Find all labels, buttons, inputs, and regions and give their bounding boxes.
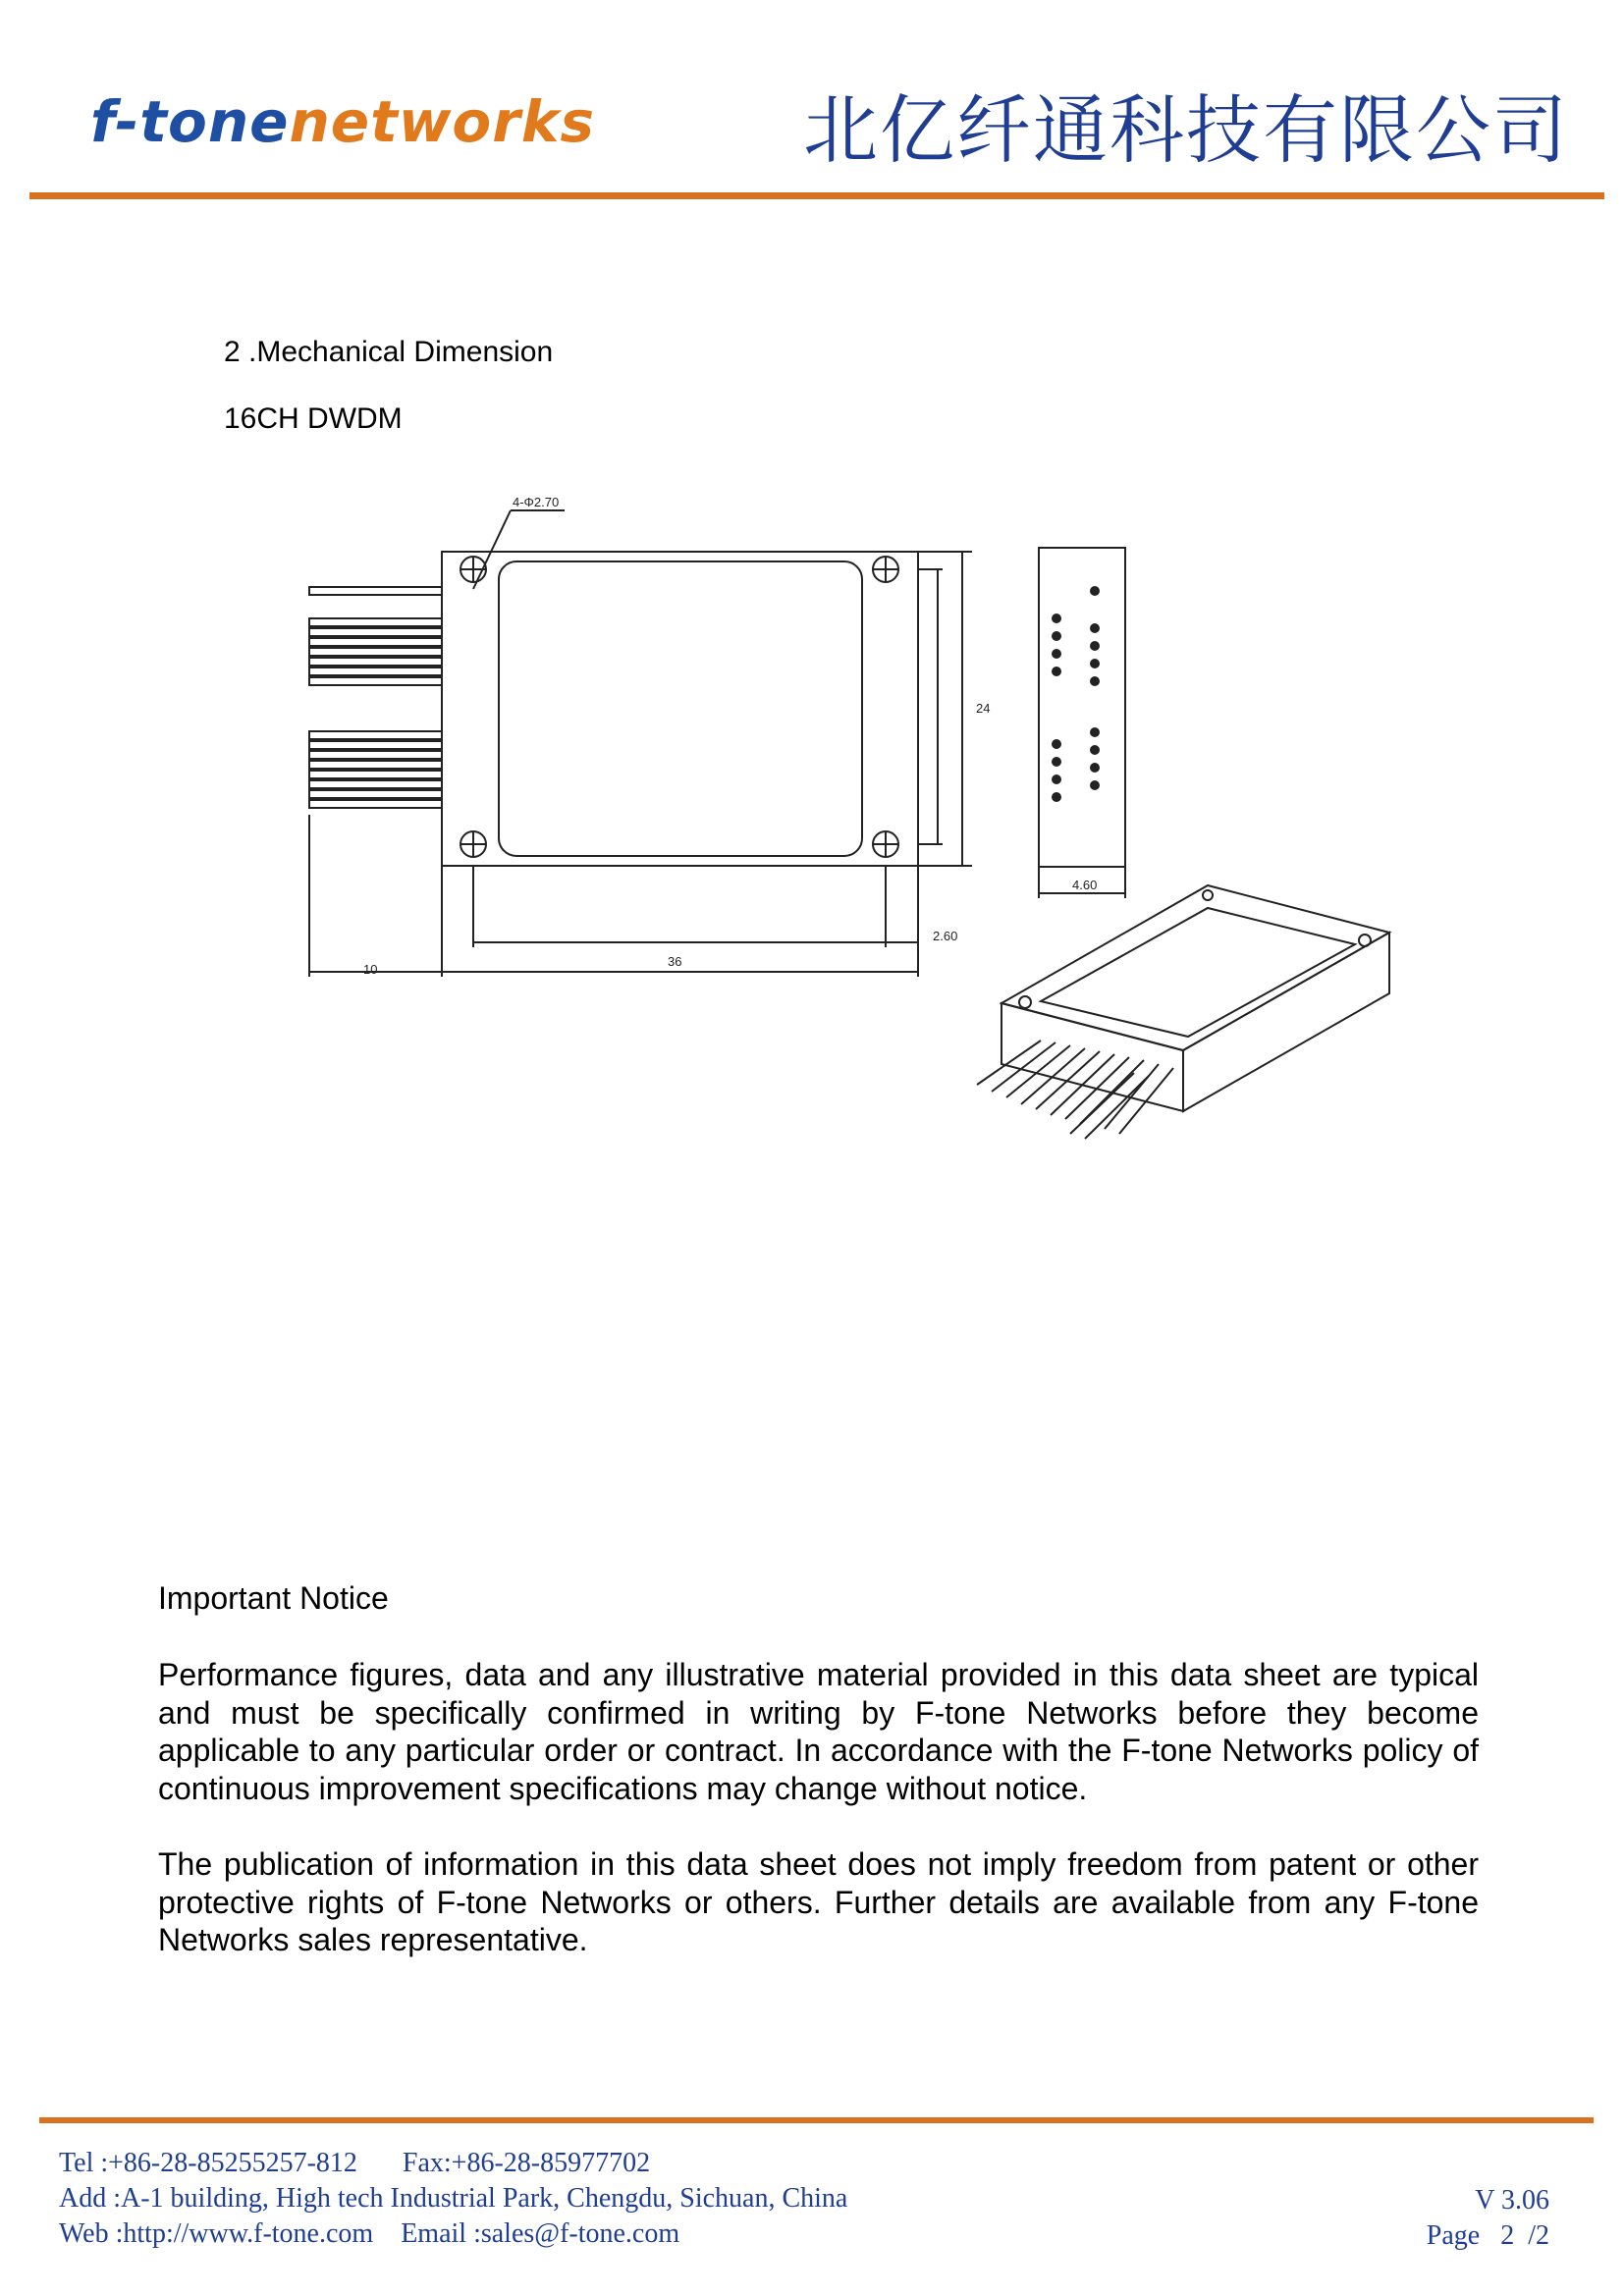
header-divider (29, 192, 1604, 199)
footer-page-number: Page 2 /2 (1426, 2220, 1549, 2251)
logo-text-part2: networks (289, 88, 595, 155)
dim-thickness-label: 4.60 (1072, 878, 1098, 892)
footer-web-link[interactable]: Web :http://www.f-tone.com (59, 2218, 374, 2249)
company-logo (90, 88, 595, 155)
company-name-chinese: 北亿纤通科技有限公司 (803, 86, 1569, 174)
footer-meta (1427, 2183, 1549, 2254)
footer-email-link[interactable]: Email :sales@f-tone.com (401, 2218, 680, 2249)
notice-paragraph-1: Performance figures, data and any illustrative material provided in this data sheet are typical and must be specifically confirmed in writing by F-tone Networks before they become applicable to any particular order or contract. In accordance with the F-tone Networks policy of continuous improvement specifications may change without notice. (158, 1657, 1479, 1806)
dim-height-label: 24 (976, 701, 991, 716)
dim-edge-label: 2.60 (933, 929, 958, 943)
mechanical-drawing (226, 491, 1404, 1158)
footer-version: V 3.06 (1475, 2185, 1549, 2216)
dim-fiber-length-label: 10 (363, 962, 378, 977)
section-heading: 2 .Mechanical Dimension (224, 336, 554, 368)
footer-address: Add :A-1 building, High tech Industrial Park, Chengdu, Sichuan, China (59, 2183, 848, 2214)
footer-contact (59, 2146, 847, 2252)
hole-callout-label: 4-Φ2.70 (513, 495, 560, 509)
dim-width-label: 36 (668, 954, 682, 969)
notice-paragraph-2: The publication of information in this data sheet does not imply freedom from patent or other protective rights of F-tone Networks or others. Further details are available from any F-tone Networks sales representative. (158, 1846, 1479, 1957)
model-label: 16CH DWDM (224, 402, 403, 435)
footer-tel: Tel :+86-28-85255257-812 (59, 2148, 357, 2178)
notice-title: Important Notice (158, 1580, 389, 1616)
logo-text-part1: f-tone (90, 88, 290, 155)
footer-divider (39, 2117, 1594, 2123)
footer-fax: Fax:+86-28-85977702 (402, 2148, 651, 2178)
